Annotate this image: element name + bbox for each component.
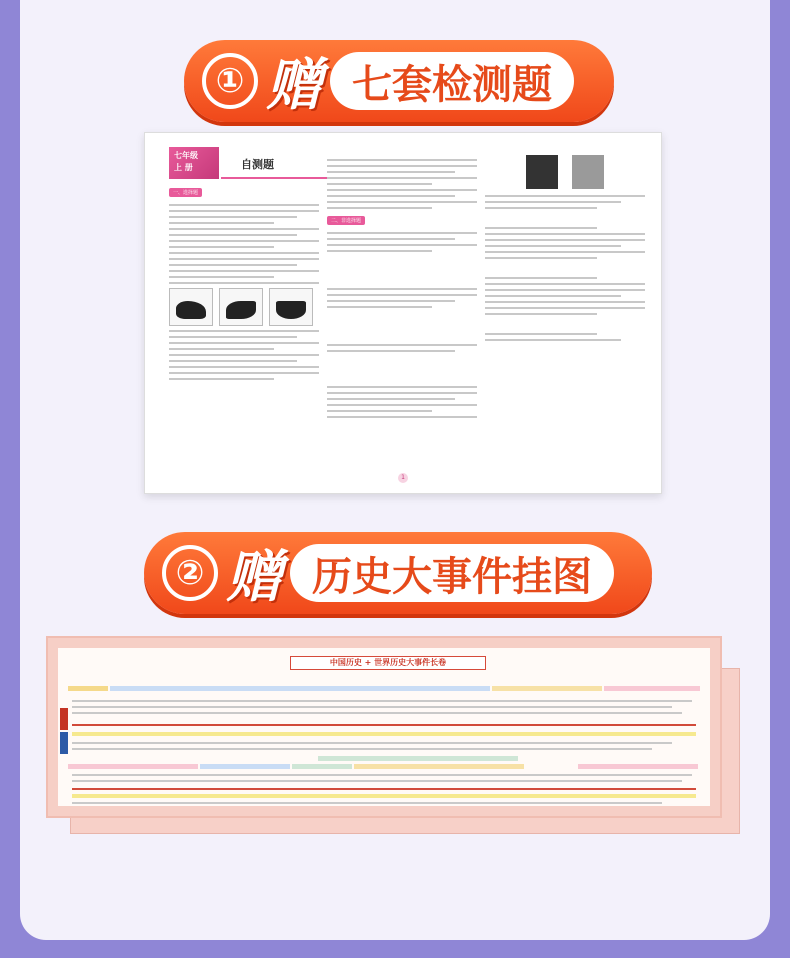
gift-banner-1 [184, 40, 614, 122]
question-column-1 [169, 185, 319, 384]
artifact-image [269, 288, 313, 326]
number-badge: ① [202, 53, 258, 109]
grade-text: 七年级 [174, 151, 198, 160]
gift-banner-2 [144, 532, 652, 614]
term-text: 上 册 [174, 163, 193, 172]
test-title: 自测题 [221, 147, 449, 179]
test-paper-preview [144, 132, 662, 494]
page-number: 1 [398, 473, 408, 483]
number-badge: ② [162, 545, 218, 601]
world-marker [60, 732, 68, 754]
banner-text: 七套检测题 [330, 52, 574, 110]
question-column-3 [485, 155, 645, 345]
banner-text: 历史大事件挂图 [290, 544, 614, 602]
artifact-image [169, 288, 213, 326]
section-tag: 二、非选择题 [327, 216, 365, 225]
timeline-poster [46, 636, 722, 818]
grade-label [169, 147, 219, 179]
section-tag: 一、选择题 [169, 188, 202, 197]
artifact-image [219, 288, 263, 326]
poster-title: 中国历史 + 世界历史大事件长卷 [290, 656, 486, 670]
gift-label: 赠 [266, 52, 322, 118]
relic-image [526, 155, 558, 189]
gift-label: 赠 [226, 544, 282, 610]
china-marker [60, 708, 68, 730]
question-column-2 [327, 155, 477, 422]
poster-content [58, 648, 710, 806]
artifact-images [169, 288, 319, 326]
inscription-image [572, 155, 604, 189]
